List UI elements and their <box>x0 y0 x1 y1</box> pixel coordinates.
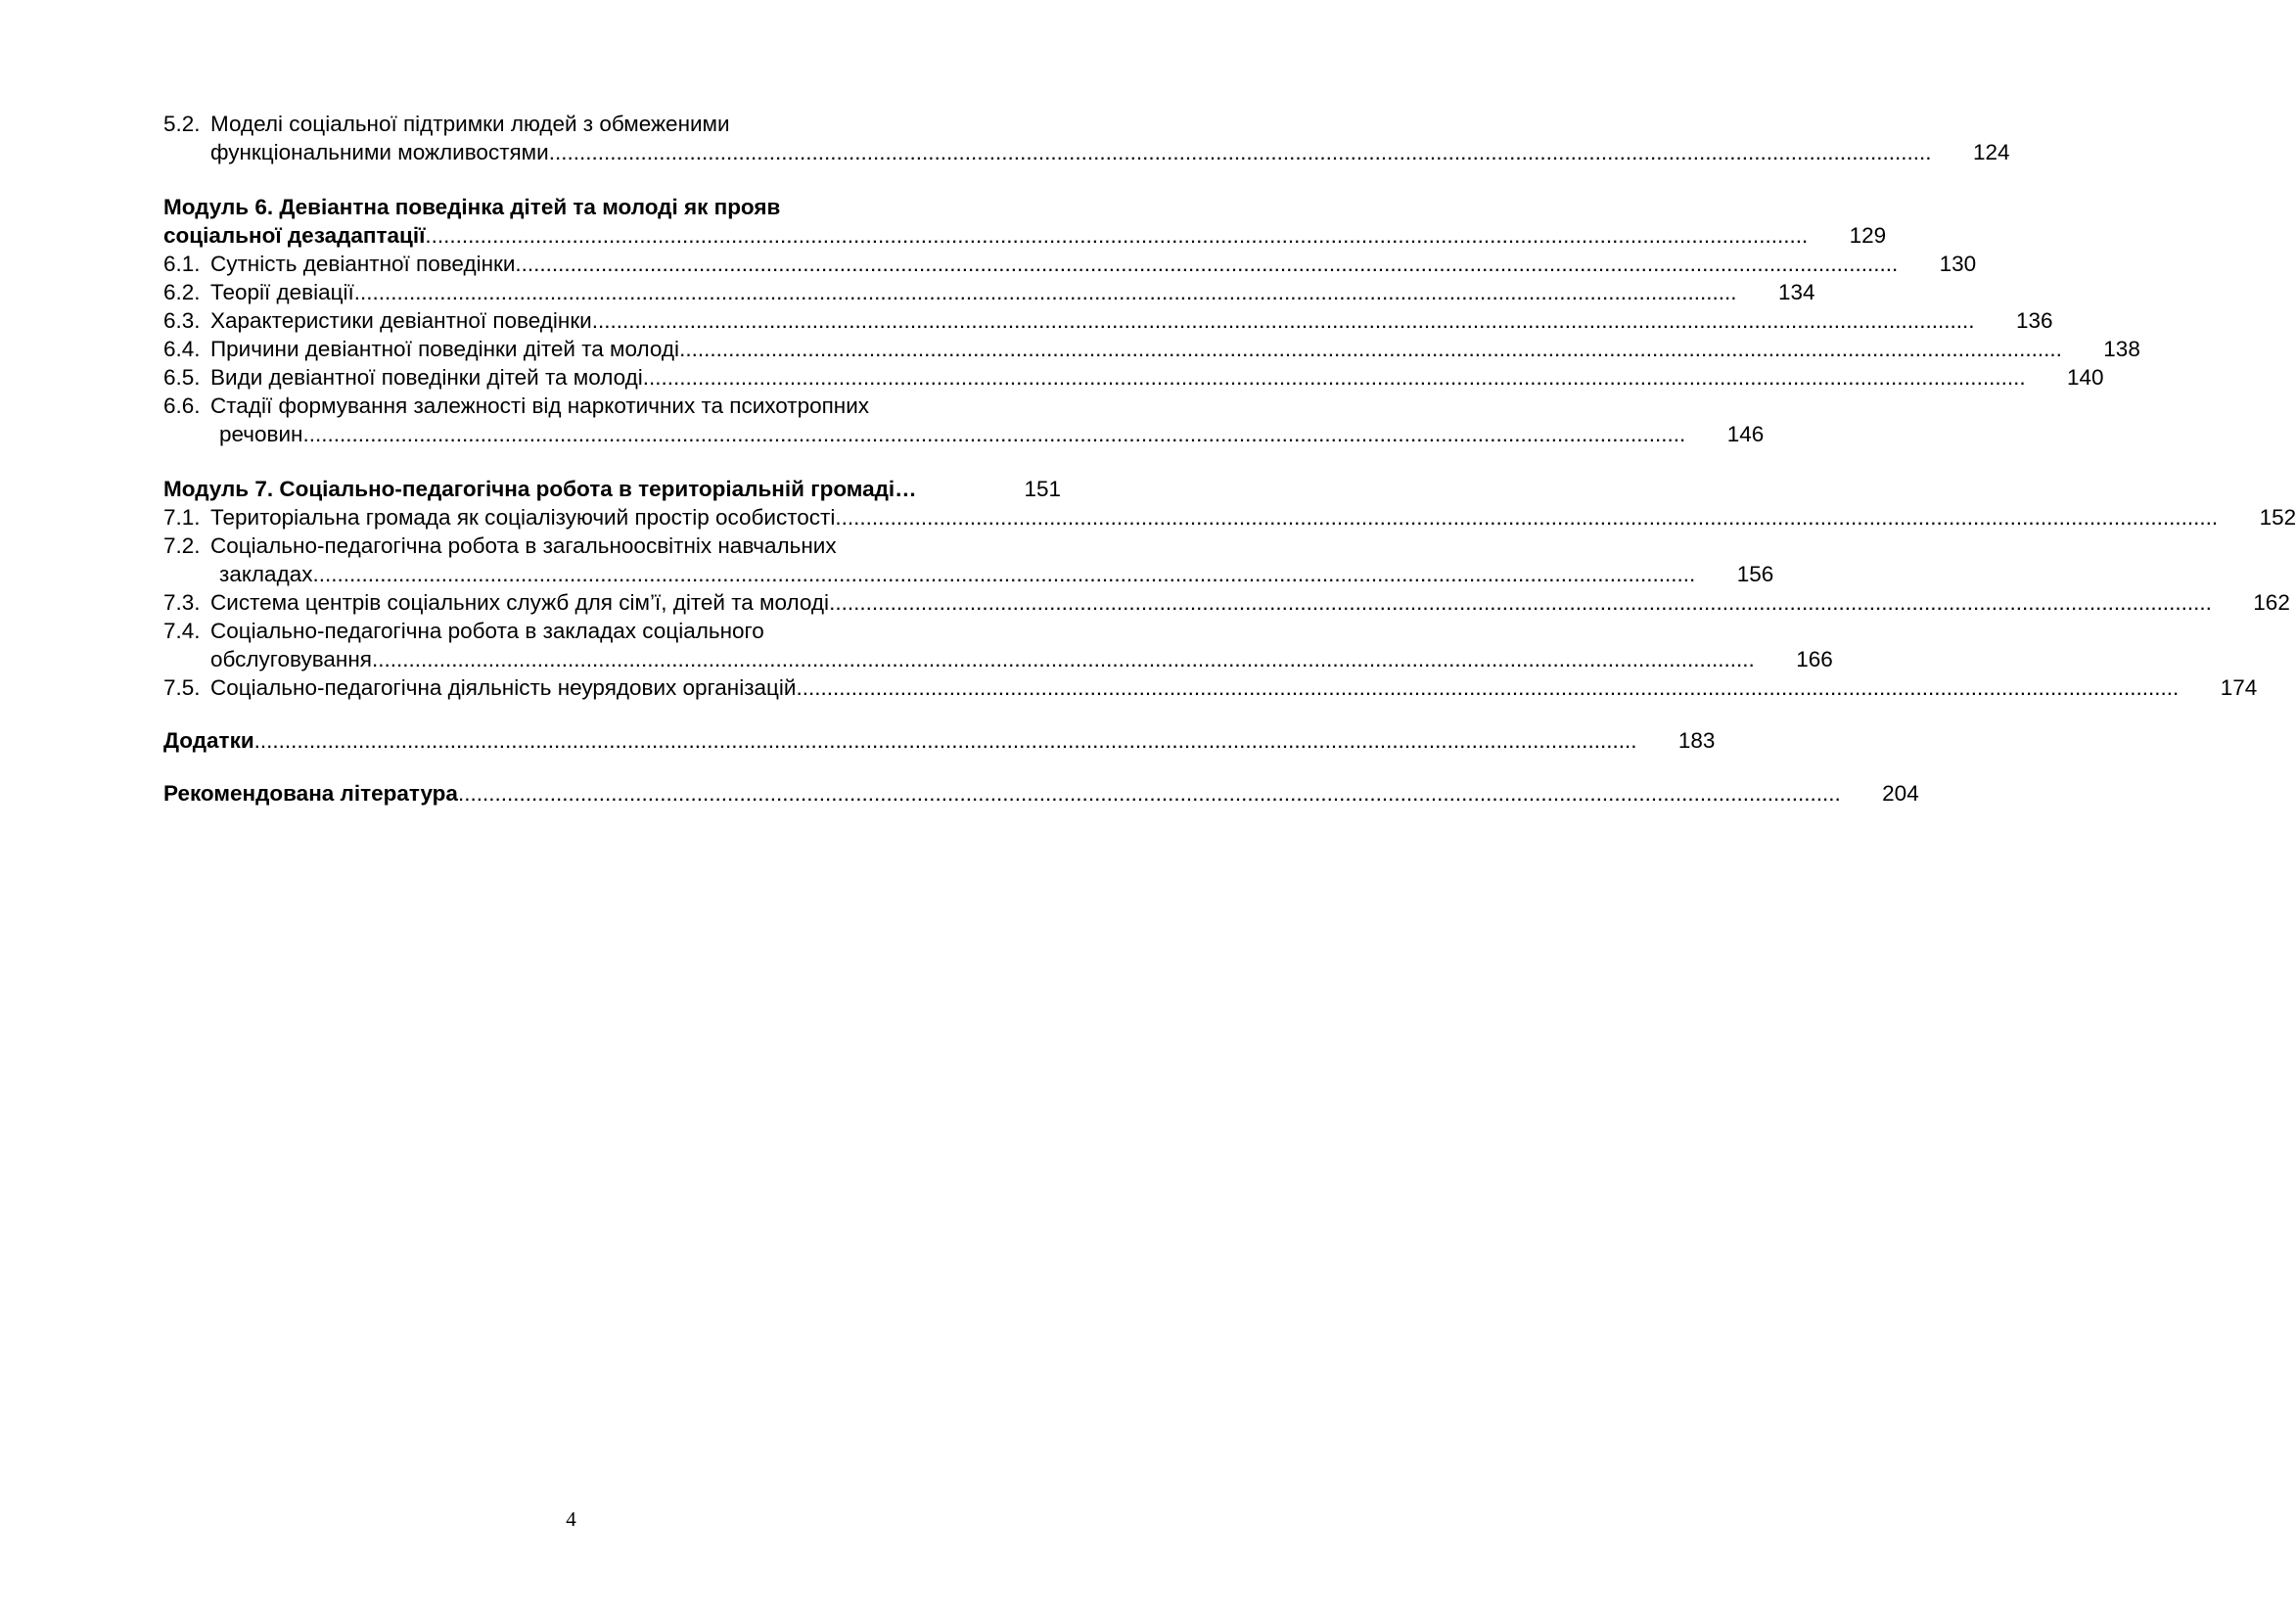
toc-entry-number: 7.1. <box>163 505 201 530</box>
toc-module-title-cont: соціальної дезадаптації <box>163 223 426 248</box>
toc-entry-number: 5.2. <box>163 112 201 136</box>
toc-entry-title: Стадії формування залежності від наркотичних та психотропних <box>210 393 870 418</box>
toc-leader-dots <box>372 645 1755 673</box>
toc-entry-number: 6.2. <box>163 280 201 304</box>
toc-page-number: 129 <box>1849 223 1887 248</box>
toc-page-number: 151 <box>1024 477 1061 501</box>
toc-entry-number: 7.5. <box>163 675 201 700</box>
toc-entry-title-cont: функціональними можливостями <box>210 140 549 164</box>
toc-page-number: 183 <box>1677 728 1716 753</box>
toc-entry-7-3[interactable] <box>163 588 2290 617</box>
toc-entry-7-5[interactable] <box>163 673 2258 702</box>
toc-entry-7-1[interactable] <box>163 503 2296 532</box>
toc-page-number: 152 <box>2259 505 2296 530</box>
toc-page-number: 130 <box>1939 252 1977 276</box>
toc-entry-title: Соціально-педагогічна робота в загальноосвітніх навчальних <box>210 533 837 558</box>
toc-entry-number: 6.5. <box>163 365 201 390</box>
toc-leader-dots <box>549 138 1932 166</box>
toc-leader-dots <box>797 673 2180 702</box>
toc-entry-6-5[interactable] <box>163 363 2104 392</box>
toc-entry-6-2[interactable] <box>163 278 1815 306</box>
toc-module-7[interactable] <box>163 475 1061 503</box>
toc-leader-dots <box>679 335 2062 363</box>
toc-module-6-line2[interactable] <box>163 221 1887 250</box>
page-number: 4 <box>566 1507 576 1531</box>
toc-entry-number: 6.4. <box>163 337 201 361</box>
toc-entry-7-4-line2[interactable] <box>163 645 1833 673</box>
toc-entry-title: Соціально-педагогічна робота в закладах соціального <box>210 619 764 643</box>
toc-appendix[interactable] <box>163 726 1716 755</box>
toc-entry-title-cont: закладах <box>219 562 313 586</box>
toc-entry-number: 6.3. <box>163 308 201 333</box>
toc-entry-number: 7.2. <box>163 533 201 558</box>
toc-page-number: 174 <box>2220 675 2258 700</box>
toc-leader-dots <box>592 306 1975 335</box>
toc-entry-number: 6.1. <box>163 252 201 276</box>
toc-literature[interactable] <box>163 779 1919 808</box>
toc-leader-dots <box>835 503 2218 532</box>
toc-page-number: 156 <box>1736 562 1774 586</box>
toc-leader-dots <box>312 560 1695 588</box>
toc-entry-title: Моделі соціальної підтримки людей з обмеженими <box>210 112 730 136</box>
toc-leader-dots <box>829 588 2212 617</box>
toc-section-title: Рекомендована література <box>163 781 458 806</box>
toc-entry-title: Соціально-педагогічна діяльність неурядових організацій <box>210 675 797 700</box>
toc-page-number: 146 <box>1726 422 1765 446</box>
toc-leader-dots <box>425 221 1808 250</box>
table-of-contents <box>163 110 2296 808</box>
toc-leader-dots <box>302 420 1685 448</box>
toc-entry-title-cont: обслуговування <box>210 647 372 671</box>
toc-entry-title-cont: речовин <box>219 422 303 446</box>
toc-module-title: Модуль 6. Девіантна поведінка дітей та молоді як прояв <box>163 195 781 219</box>
toc-entry-7-4-line1 <box>163 617 1061 645</box>
toc-entry-number: 7.4. <box>163 619 201 643</box>
toc-entry-6-3[interactable] <box>163 306 2053 335</box>
toc-entry-6-6-line1 <box>163 392 1061 420</box>
toc-entry-6-4[interactable] <box>163 335 2140 363</box>
toc-entry-6-6-line2[interactable] <box>163 420 1765 448</box>
toc-entry-number: 6.6. <box>163 393 201 418</box>
toc-page-number: 138 <box>2103 337 2140 361</box>
toc-page-number: 204 <box>1882 781 1919 806</box>
toc-entry-title: Сутність девіантної поведінки <box>210 252 516 276</box>
toc-page-number: 136 <box>2015 308 2053 333</box>
toc-entry-title: Причини девіантної поведінки дітей та молоді <box>210 337 680 361</box>
toc-leader-dots <box>515 250 1898 278</box>
toc-entry-title: Характеристики девіантної поведінки <box>210 308 592 333</box>
toc-entry-title: Теорії девіації <box>210 280 354 304</box>
toc-page-number: 162 <box>2253 590 2290 615</box>
toc-page-number: 134 <box>1778 280 1815 304</box>
toc-module-6-line1 <box>163 193 1061 221</box>
toc-entry-title: Види девіантної поведінки дітей та молоді <box>210 365 643 390</box>
toc-page-number: 166 <box>1796 647 1833 671</box>
toc-entry-7-2-line1 <box>163 532 1061 560</box>
toc-leader-dots <box>254 726 1637 755</box>
toc-entry-5-2-line2[interactable] <box>163 138 2010 166</box>
toc-entry-5-2-line1 <box>163 110 1061 138</box>
toc-entry-title: Система центрів соціальних служб для сім’ї, дітей та молоді <box>210 590 830 615</box>
toc-entry-title: Територіальна громада як соціалізуючий простір особистості <box>210 505 836 530</box>
toc-page-number: 140 <box>2067 365 2104 390</box>
toc-module-title: Модуль 7. Соціально-педагогічна робота в територіальній громаді… <box>163 477 917 501</box>
toc-entry-number: 7.3. <box>163 590 201 615</box>
toc-leader-dots <box>354 278 1737 306</box>
toc-page-number: 124 <box>1972 140 2010 164</box>
toc-entry-7-2-line2[interactable] <box>163 560 1774 588</box>
toc-section-title: Додатки <box>163 728 254 753</box>
toc-leader-dots <box>458 779 1841 808</box>
toc-leader-dots <box>643 363 2026 392</box>
toc-entry-6-1[interactable] <box>163 250 1977 278</box>
